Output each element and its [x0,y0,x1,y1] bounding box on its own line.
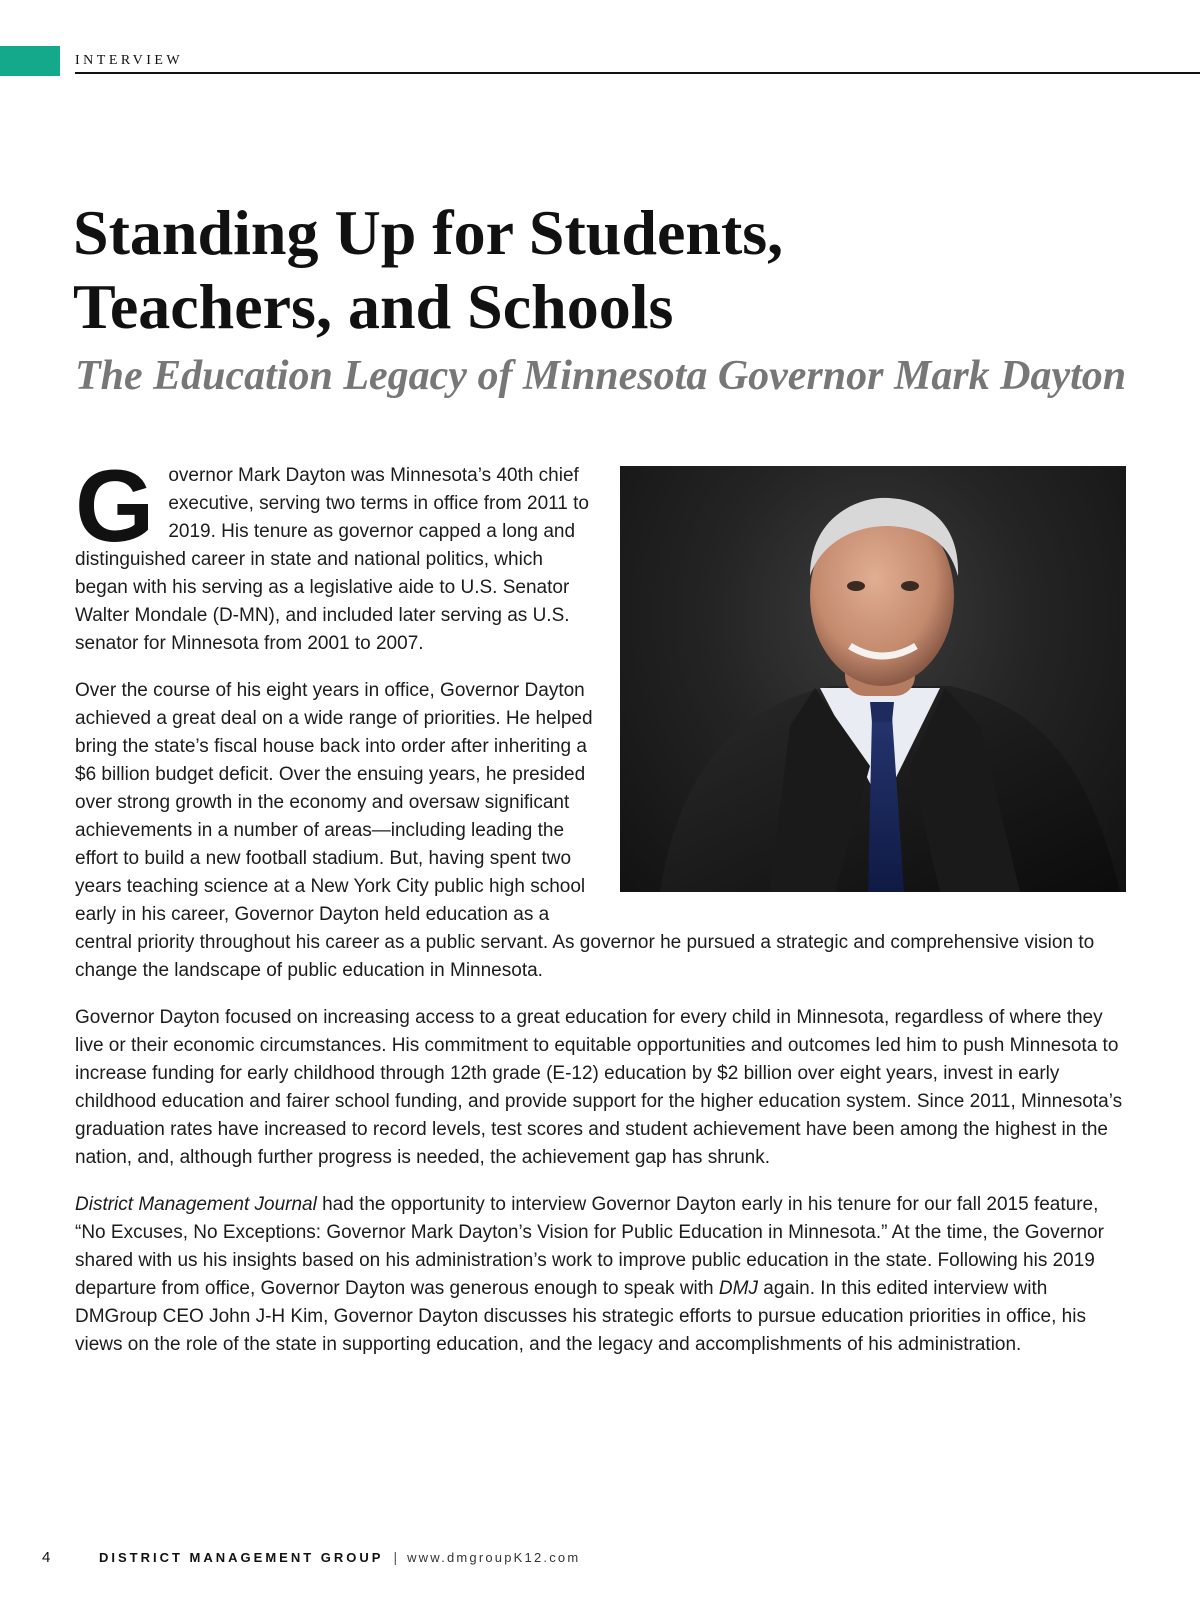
accent-bar [0,46,60,76]
title-line-2: Teachers, and Schools [73,271,674,342]
article-title [73,196,1133,344]
journal-abbrev: DMJ [718,1278,758,1299]
footer-url[interactable]: www.dmgroupK12.com [407,1550,581,1565]
footer-organization: DISTRICT MANAGEMENT GROUP [99,1550,384,1565]
header-rule [75,72,1200,74]
paragraph-4-text-1: had the opportunity to interview Governor Dayton early in his tenure for our fall 2015 feature, “No Excuses, No Exceptions: Governor Mark Dayton’s Vision for Public Education in Minnesota.” At the time, the Governor shared with us his insights based on his administration’s work to improve public education in the state. Following his 2019 departure from office, Governor Dayton was generous enough to speak with [75,1194,1104,1299]
page-number: 4 [42,1549,51,1566]
footer-separator: | [393,1549,398,1565]
journal-title: District Management Journal [75,1194,317,1215]
drop-cap: G [75,449,155,563]
paragraph-1-text: overnor Mark Dayton was Minnesota’s 40th chief executive, serving two terms in office from 2011 to 2019. His tenure as governor capped a long and distinguished career in state and national politics, which began with his serving as a legislative aide to U.S. Senator Walter Mondale (D-MN), and included later serving as U.S. senator for Minnesota from 2001 to 2007. [75,465,589,654]
section-label: INTERVIEW [75,53,184,68]
page-footer [42,1549,580,1566]
article-subtitle: The Education Legacy of Minnesota Governor Mark Dayton [75,353,1127,399]
paragraph-4-text-2: again. In this edited interview with DMGroup CEO John J-H Kim, Governor Dayton discusses his strategic efforts to pursue education priorities in office, his views on the role of the state in supporting education, and the legacy and accomplishments of his administration. [75,1278,1086,1355]
paragraph-4 [75,1191,1125,1359]
article-body [75,449,1125,1378]
photo-wrap-space [593,462,1125,912]
paragraph-3: Governor Dayton focused on increasing access to a great education for every child in Minnesota, regardless of where they live or their economic circumstances. His commitment to equitable opportunities and outcomes led him to push Minnesota to increase funding for early childhood through 12th grade (E-12) education by $2 billion over eight years, invest in early childhood education and fairer school funding, and provide support for the higher education system. Since 2011, Minnesota’s graduation rates have increased to record levels, test scores and student achievement have been among the highest in the nation, and, although further progress is needed, the achievement gap has shrunk. [75,1007,1123,1168]
title-line-1: Standing Up for Students, [73,197,784,268]
paragraph-2: Over the course of his eight years in office, Governor Dayton achieved a great deal on a wide range of priorities. He helped bring the state’s fiscal house back into order after inheriting a $6 billion budget deficit. Over the ensuing years, he presided over strong growth in the economy and oversaw significant achievements in a number of areas—including leading the effort to build a new football stadium. But, having spent two years teaching science at a New York City public high school early in his career, Governor Dayton held education as a central priority throughout his career as a public servant. As governor he pursued a strategic and comprehensive vision to change the landscape of public education in Minnesota. [75,680,1095,981]
